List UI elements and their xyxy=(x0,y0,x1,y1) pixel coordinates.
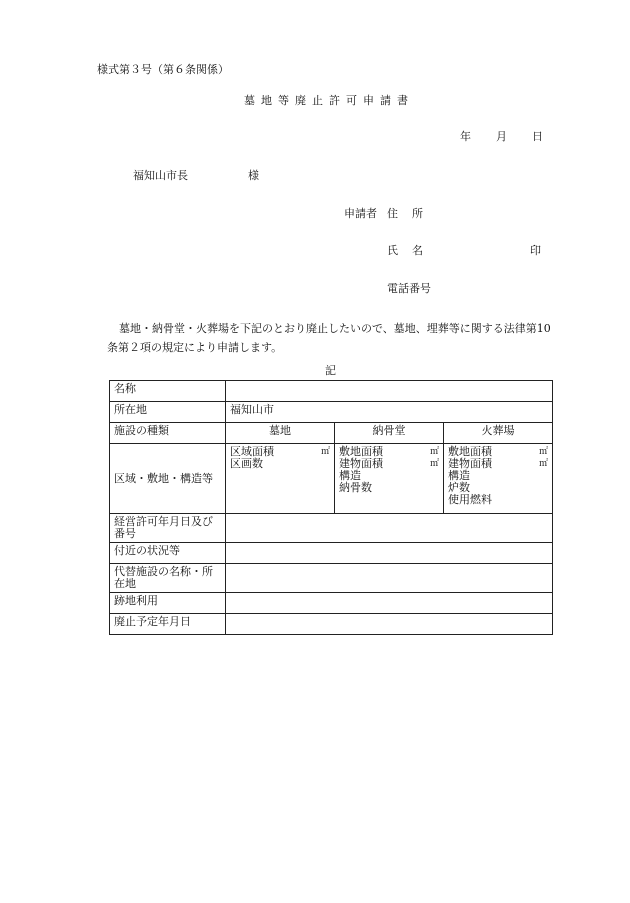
application-table xyxy=(109,380,553,635)
columbarium-item: 建物面積 xyxy=(339,457,383,470)
date-day-label: 日 xyxy=(532,130,543,143)
crematorium-details-cell[interactable] xyxy=(444,444,553,514)
addressee-name: 福知山市長 xyxy=(133,169,188,182)
columbarium-item: 納骨数 xyxy=(339,481,372,494)
date-month-label: 月 xyxy=(496,130,507,143)
cemetery-details-cell[interactable] xyxy=(226,444,335,514)
addressee-honorific: 様 xyxy=(248,169,259,182)
facility-name-cell[interactable] xyxy=(226,381,553,402)
row-label-location: 所在地 xyxy=(110,402,226,423)
permit-date-cell[interactable] xyxy=(226,514,553,543)
row-label-area-structure: 区域・敷地・構造等 xyxy=(110,444,226,514)
crematorium-item: 敷地面積 xyxy=(448,445,492,458)
columbarium-item: 構造 xyxy=(339,469,361,482)
row-label-facility-type: 施設の種類 xyxy=(110,423,226,444)
alternative-facility-cell[interactable] xyxy=(226,564,553,593)
columbarium-item: 敷地面積 xyxy=(339,445,383,458)
row-label-permit-date: 経営許可年月日及び番号 xyxy=(110,514,226,543)
type-columbarium: 納骨堂 xyxy=(335,423,444,444)
row-label-surroundings: 付近の状況等 xyxy=(110,543,226,564)
table-row xyxy=(110,543,553,564)
table-row xyxy=(110,444,553,514)
date-year-label: 年 xyxy=(460,130,471,143)
site-use-cell[interactable] xyxy=(226,593,553,614)
unit-sqm: ㎡ xyxy=(538,447,548,457)
crematorium-item: 構造 xyxy=(448,469,470,482)
table-row xyxy=(110,514,553,543)
row-label-site-use: 跡地利用 xyxy=(110,593,226,614)
cemetery-item: 区域面積 xyxy=(230,445,274,458)
seal-mark: 印 xyxy=(530,244,541,257)
table-row xyxy=(110,564,553,593)
row-label-alternative-facility: 代替施設の名称・所在地 xyxy=(110,564,226,593)
document-title: 墓地等廃止許可申請書 xyxy=(244,94,414,107)
phone-label: 電話番号 xyxy=(387,282,431,295)
crematorium-item: 建物面積 xyxy=(448,457,492,470)
unit-sqm: ㎡ xyxy=(538,459,548,469)
table-row xyxy=(110,402,553,423)
unit-sqm: ㎡ xyxy=(429,459,439,469)
table-row xyxy=(110,381,553,402)
crematorium-item: 炉数 xyxy=(448,481,470,494)
table-row xyxy=(110,614,553,635)
type-crematorium: 火葬場 xyxy=(444,423,553,444)
table-row xyxy=(110,423,553,444)
unit-sqm: ㎡ xyxy=(429,447,439,457)
columbarium-details-cell[interactable] xyxy=(335,444,444,514)
closure-date-cell[interactable] xyxy=(226,614,553,635)
row-label-name: 名称 xyxy=(110,381,226,402)
location-cell[interactable]: 福知山市 xyxy=(226,402,553,423)
unit-sqm: ㎡ xyxy=(320,447,330,457)
type-cemetery: 墓地 xyxy=(226,423,335,444)
name-label: 氏名 xyxy=(387,244,437,257)
cemetery-item: 区画数 xyxy=(230,457,263,470)
address-label: 住所 xyxy=(387,207,437,220)
crematorium-item: 使用燃料 xyxy=(448,493,492,506)
row-label-closure-date: 廃止予定年月日 xyxy=(110,614,226,635)
ki-label: 記 xyxy=(325,364,336,377)
surroundings-cell[interactable] xyxy=(226,543,553,564)
applicant-label: 申請者 xyxy=(344,207,377,220)
form-number: 様式第３号（第６条関係） xyxy=(97,63,229,76)
body-text: 墓地・納骨堂・火葬場を下記のとおり廃止したいので、墓地、埋葬等に関する法律第10条第２項の規定により申請します。 xyxy=(107,322,551,354)
table-row xyxy=(110,593,553,614)
